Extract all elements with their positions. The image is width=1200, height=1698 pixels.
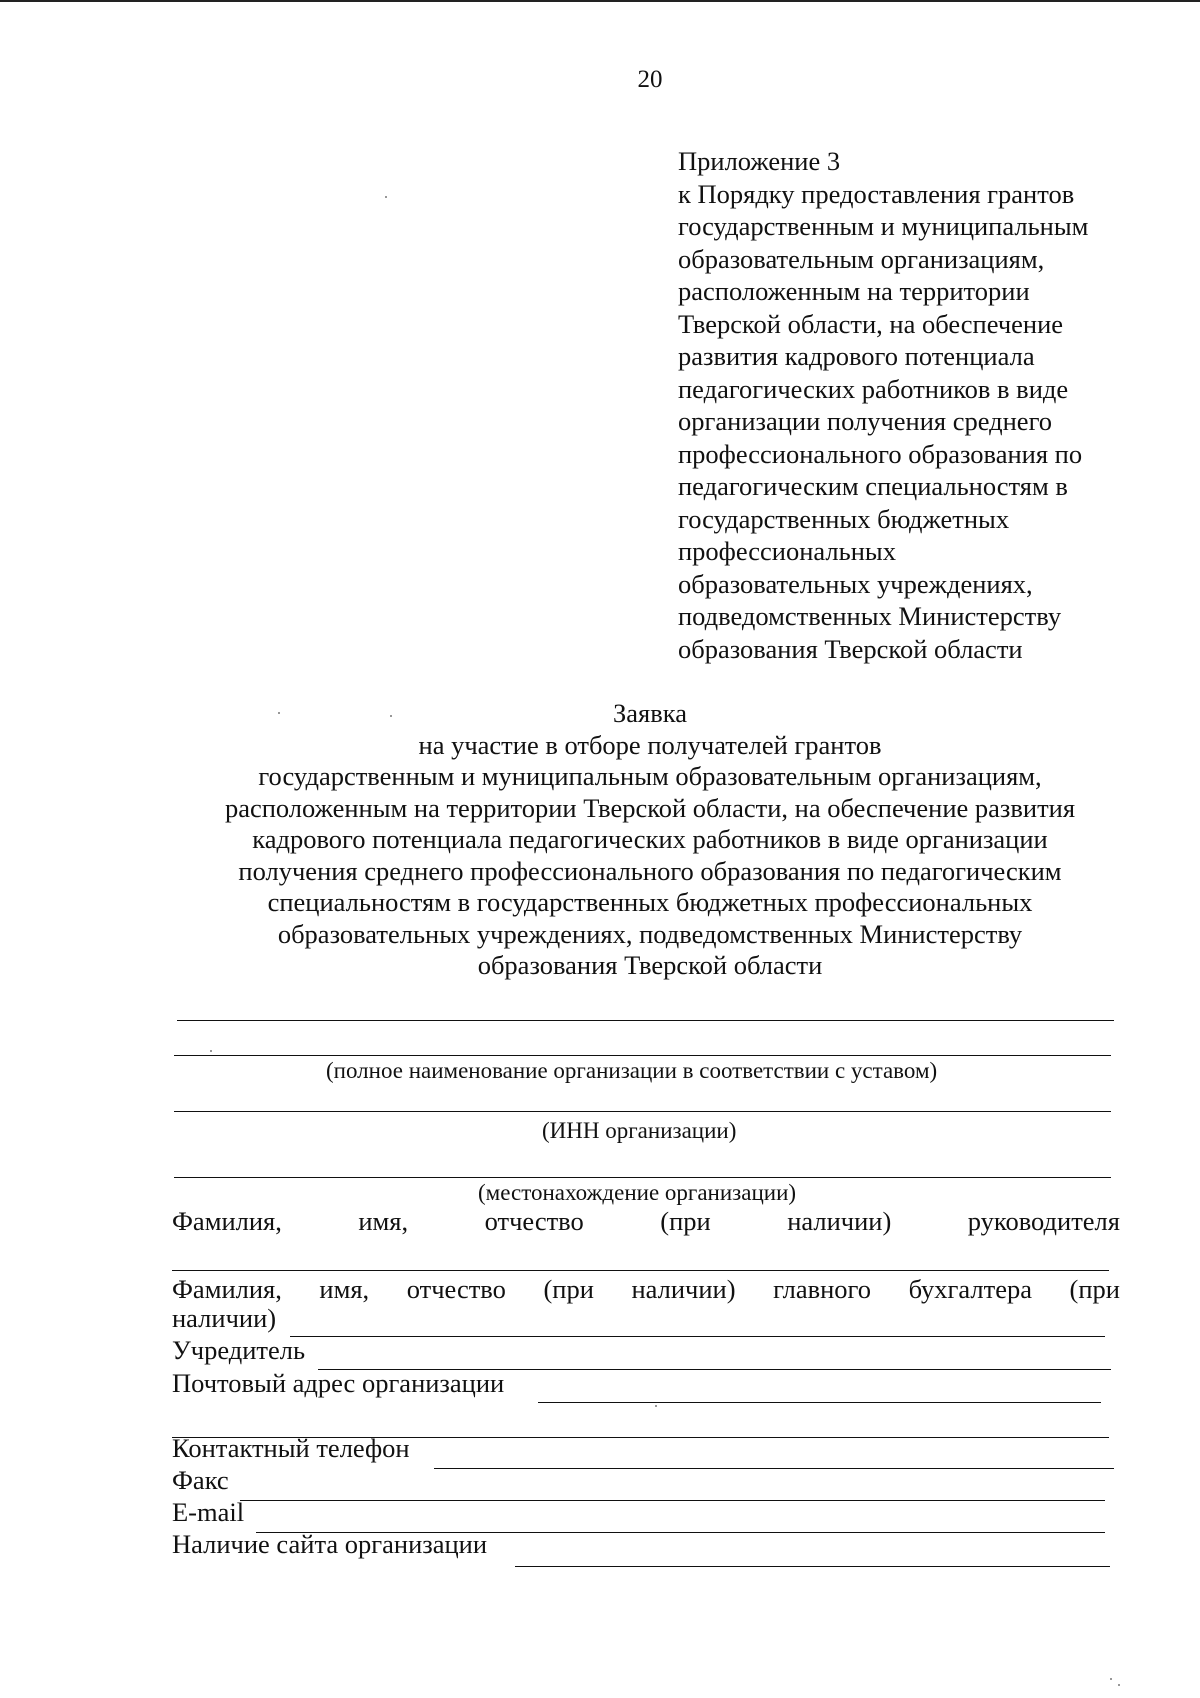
- application-subtitle-line: получения среднего профессионального образования по педагогическим: [238, 855, 1062, 886]
- appendix-line: подведомственных Министерству: [678, 601, 1062, 631]
- application-subtitle-line: на участие в отборе получателей грантов: [418, 729, 882, 760]
- appendix-line: образовательных учреждениях,: [678, 568, 1033, 599]
- head-word: Фамилия,: [172, 1206, 282, 1236]
- application-subtitle-line: специальностям в государственных бюджетных профессиональных: [267, 887, 1033, 917]
- appendix-line: Приложение 3: [678, 146, 841, 176]
- phone-line[interactable]: [434, 1468, 1114, 1469]
- application-subtitle-line: образования Тверской области: [477, 950, 823, 980]
- head-word: отчество: [484, 1206, 584, 1236]
- org-name-line[interactable]: [174, 1055, 1111, 1056]
- accountant-word: Фамилия,: [172, 1274, 282, 1304]
- website-label: Наличие сайта организации: [172, 1529, 488, 1559]
- accountant-word: главного: [773, 1274, 872, 1304]
- inn-caption: (ИНН организации): [542, 1118, 737, 1143]
- appendix-header: [678, 145, 1138, 665]
- appendix-line: расположенным на территории: [678, 276, 1030, 306]
- appendix-line: Тверской области, на обеспечение: [678, 308, 1064, 339]
- scan-speck: [210, 1050, 212, 1052]
- appendix-line: профессионального образования по: [678, 438, 1083, 469]
- appendix-line: профессиональных: [678, 536, 896, 566]
- application-subtitle-line: расположенным на территории Тверской области, на обеспечение развития: [224, 792, 1076, 823]
- head-name-line[interactable]: [172, 1270, 1109, 1271]
- scan-speck: [278, 712, 280, 714]
- page-top-border: [0, 0, 1200, 2]
- head-word: руководителя: [967, 1206, 1120, 1236]
- accountant-name-label: [172, 1274, 1120, 1304]
- phone-label: Контактный телефон: [172, 1433, 410, 1463]
- scan-speck: [390, 715, 392, 717]
- scan-speck: [385, 196, 387, 198]
- application-subtitle-line: кадрового потенциала педагогических работников в виде организации: [252, 824, 1048, 854]
- founder-label: Учредитель: [172, 1335, 306, 1365]
- scan-speck: [1110, 1678, 1112, 1680]
- appendix-line: образовательным организациям,: [678, 243, 1045, 274]
- accountant-name-line[interactable]: [290, 1336, 1105, 1337]
- appendix-line: образования Тверской области: [678, 633, 1023, 664]
- accountant-word: (при: [543, 1274, 594, 1304]
- head-word: имя,: [358, 1206, 409, 1236]
- application-title: Заявка: [613, 698, 687, 728]
- location-caption: (местонахождение организации): [478, 1180, 797, 1205]
- accountant-word: имя,: [319, 1274, 370, 1304]
- fax-label: Факс: [172, 1465, 229, 1495]
- appendix-line: государственным и муниципальным: [678, 211, 1089, 241]
- accountant-label-cont: наличии): [172, 1303, 277, 1333]
- application-subtitle-line: государственным и муниципальным образовательным организациям,: [258, 761, 1042, 791]
- head-word: наличии): [787, 1206, 892, 1236]
- accountant-word: (при: [1069, 1274, 1120, 1304]
- email-label: E-mail: [172, 1497, 245, 1527]
- postal-address-line[interactable]: [538, 1402, 1101, 1403]
- org-name-line[interactable]: [177, 1020, 1114, 1021]
- appendix-line: государственных бюджетных: [678, 503, 1010, 534]
- inn-line[interactable]: [174, 1111, 1111, 1112]
- head-name-label: [172, 1206, 1120, 1236]
- appendix-line: педагогических работников в виде: [678, 373, 1069, 404]
- fax-line[interactable]: [240, 1500, 1105, 1501]
- head-word: (при: [660, 1206, 711, 1236]
- page-number: 20: [637, 66, 663, 93]
- website-line[interactable]: [515, 1566, 1110, 1567]
- org-name-caption: (полное наименование организации в соответствии с уставом): [326, 1058, 938, 1083]
- location-line[interactable]: [174, 1177, 1111, 1178]
- appendix-line: организации получения среднего: [678, 406, 1053, 436]
- accountant-word: наличии): [631, 1274, 736, 1304]
- appendix-line: педагогическим специальностям в: [678, 471, 1068, 501]
- application-title-block: [160, 698, 1140, 982]
- accountant-word: бухгалтера: [908, 1274, 1032, 1304]
- appendix-line: к Порядку предоставления грантов: [678, 178, 1075, 209]
- postal-address-label: Почтовый адрес организации: [172, 1368, 505, 1398]
- scan-speck: [655, 1405, 657, 1407]
- accountant-word: отчество: [406, 1274, 506, 1304]
- scan-speck: [1118, 1684, 1120, 1686]
- application-subtitle-line: образовательных учреждениях, подведомственных Министерству: [277, 918, 1023, 949]
- appendix-line: развития кадрового потенциала: [678, 341, 1035, 371]
